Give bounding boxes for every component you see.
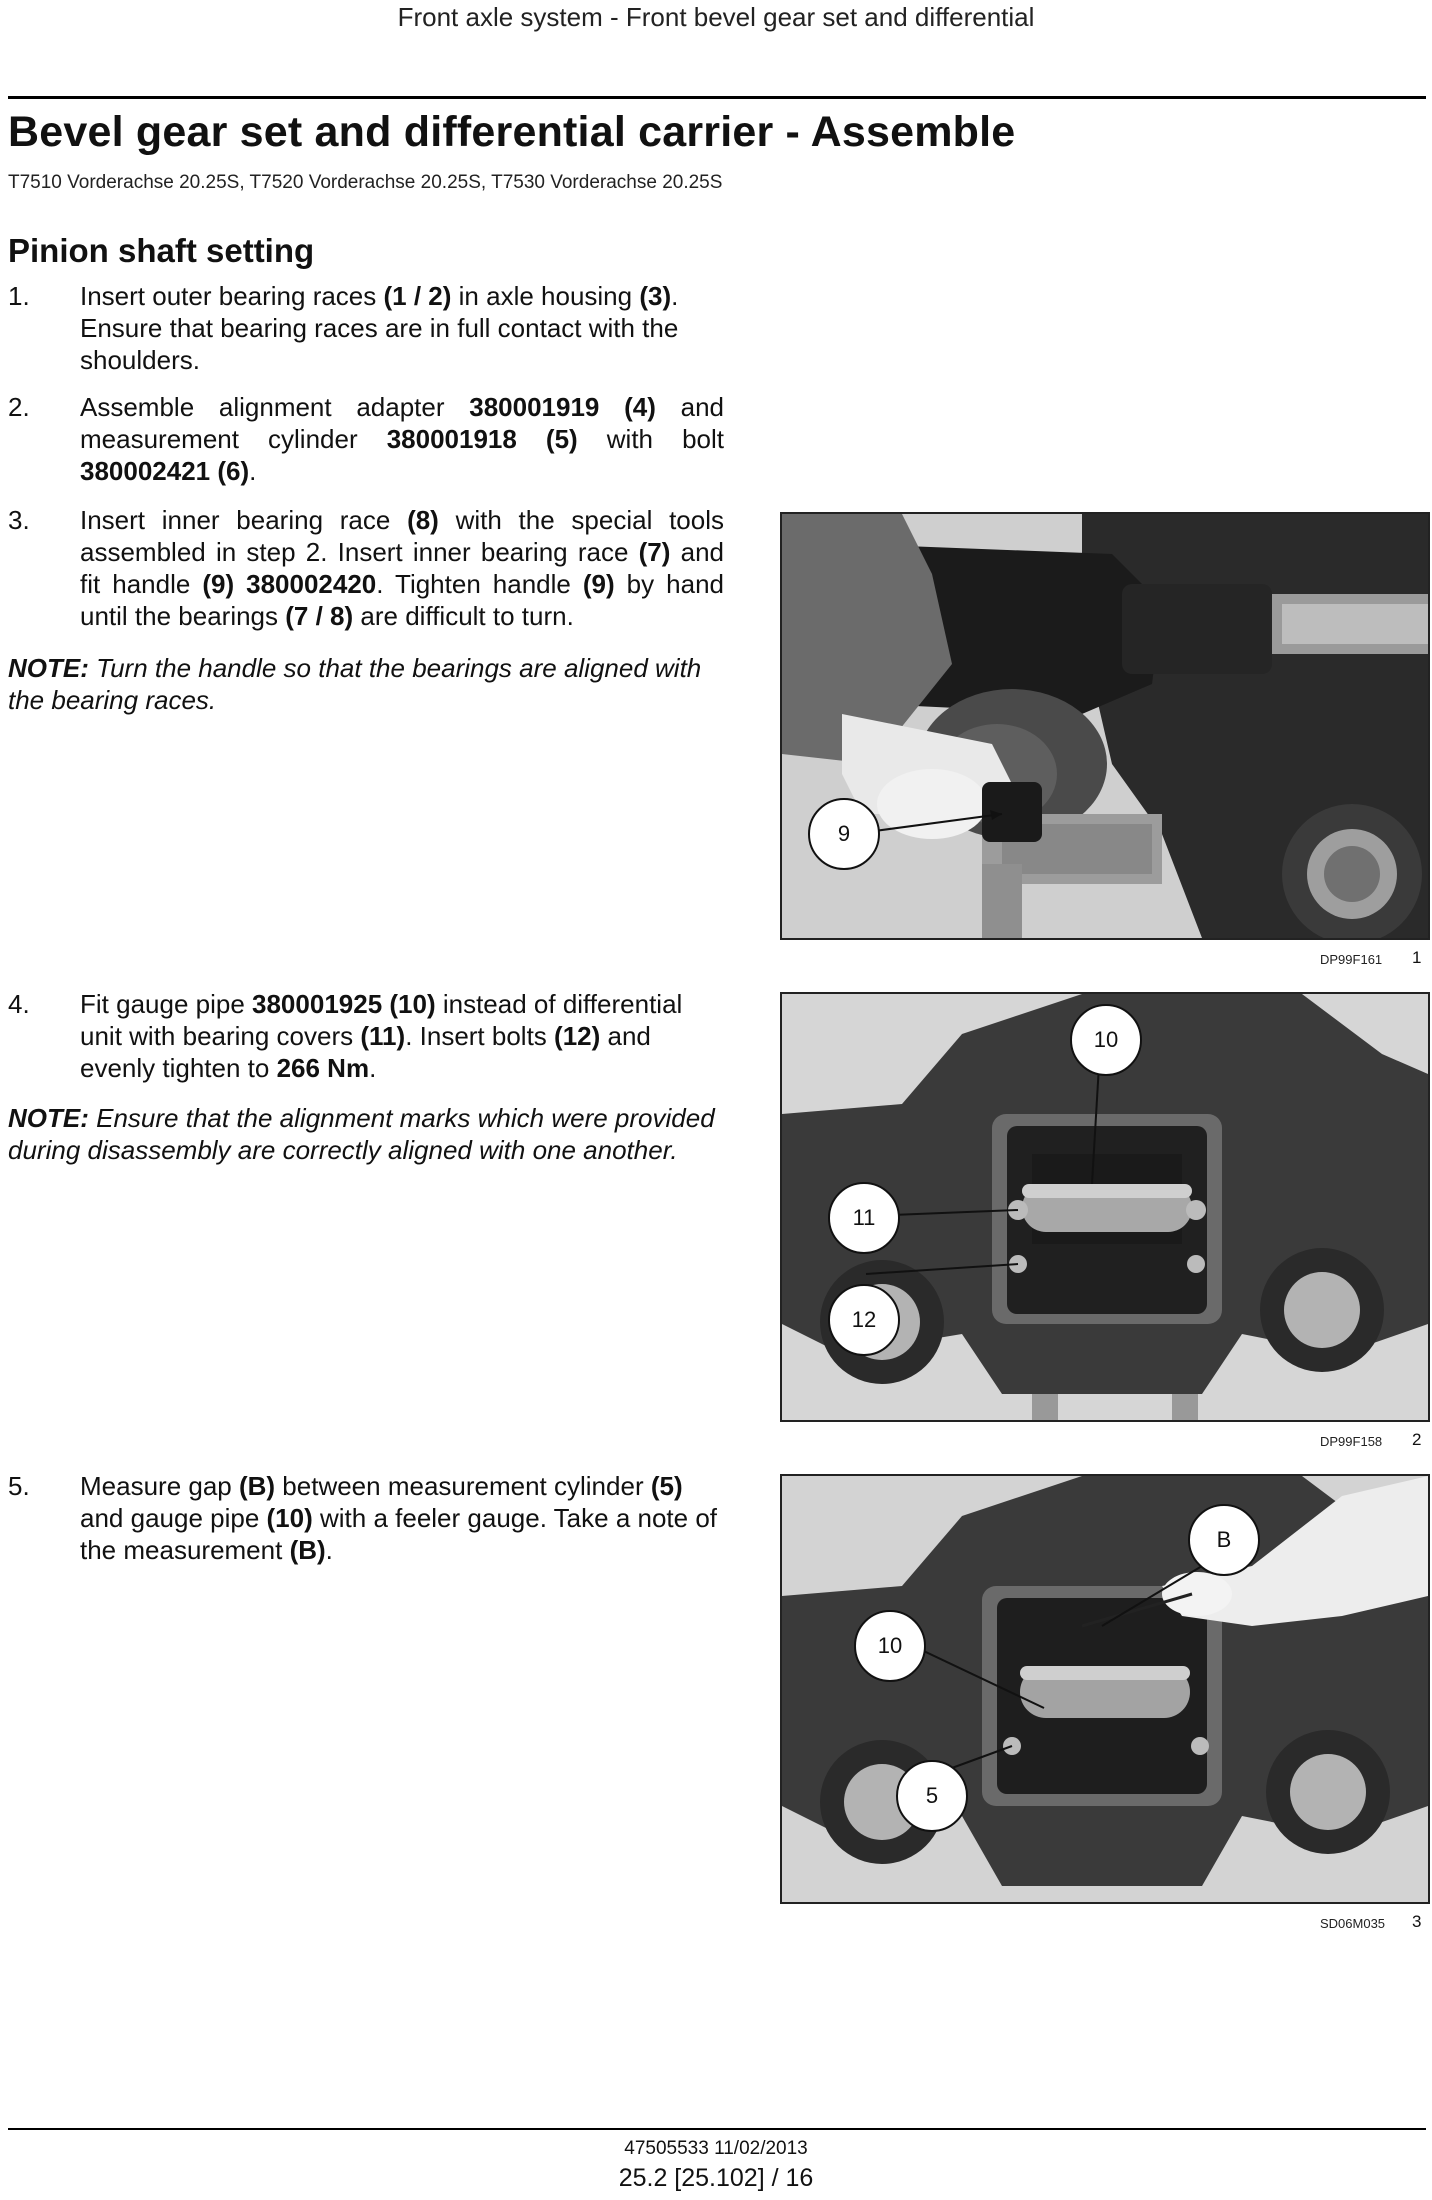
step-number: 3. [8,505,30,535]
step-number: 4. [8,989,30,1019]
text-run: are difficult to turn. [353,601,574,631]
text-run: . [369,1053,377,1083]
bold-reference: (3) [639,281,672,311]
callout-5: 5 [896,1760,968,1832]
text-run: between measurement cylinder [275,1471,651,1501]
page-title: Bevel gear set and differential carrier - Assemble [8,108,1016,156]
text-run: and gauge pipe [80,1503,267,1533]
bold-reference: (7 / 8) [285,601,354,631]
step-number: 2. [8,392,30,422]
bold-reference: (9) 380002420 [202,569,377,599]
step-text [80,391,724,487]
text-run: Measure gap [80,1471,239,1501]
bold-reference: (7) [638,537,671,567]
callout-9: 9 [808,798,880,870]
step-text [80,1470,724,1566]
note-1 [8,652,718,716]
running-header: Front axle system - Front bevel gear set and differential [397,2,1035,32]
note-label: NOTE: [8,653,89,683]
text-run: . Insert bolts [405,1021,555,1051]
text-run: in axle housing [451,281,640,311]
bold-reference: 380001925 (10) [252,989,436,1019]
text-run: Fit gauge pipe [80,989,253,1019]
callout-12: 12 [828,1284,900,1356]
section-title: Pinion shaft setting [8,232,315,269]
bold-reference: (1 / 2) [383,281,452,311]
text-run: . Ensure that bearing races are in full contact with the shoulders. [80,281,679,375]
bold-reference: 380001919 (4) [469,392,656,422]
text-run: Insert outer bearing races [80,281,384,311]
text-run: Insert inner bearing race [80,505,408,535]
note-label: NOTE: [8,1103,89,1133]
bold-reference: (8) [407,505,439,535]
callout-B: B [1188,1504,1260,1576]
note-text: Ensure that the alignment marks which were provided during disassembly are correctly aligned with one another. [8,1103,715,1165]
callout-11: 11 [828,1182,900,1254]
page-reference: 25.2 [25.102] / 16 [618,2164,814,2192]
figure-1-number: 1 [1412,948,1422,967]
figure-1-code: DP99F161 [1320,952,1383,967]
note-text: Turn the handle so that the bearings are aligned with the bearing races. [8,653,702,715]
step-number: 1. [8,281,30,311]
bold-reference: (B) [238,1471,276,1501]
step-number: 5. [8,1471,30,1501]
figure-1-photo [780,512,1430,940]
text-run: Assemble alignment adapter [80,392,470,422]
figure-2-code: DP99F158 [1320,1434,1383,1449]
document-reference: 47505533 11/02/2013 [624,2138,808,2159]
footer-rule [8,2128,1426,2130]
bold-reference: 380002421 (6) [80,456,250,486]
text-run: and measurement cylinder [80,392,724,454]
callout-10: 10 [854,1610,926,1682]
figure-2-number: 2 [1412,1430,1422,1449]
step-text [80,280,724,376]
bold-reference: (9) [582,569,615,599]
text-run: and fit handle [80,537,724,599]
text-run: . [325,1535,333,1565]
text-run: with bolt [577,424,725,454]
step-text [80,504,724,632]
figure-2-photo [780,992,1430,1422]
text-run: with a feeler gauge. Take a note of the measurement [80,1503,718,1565]
header-rule [8,96,1426,99]
bold-reference: (12) [554,1021,601,1051]
bold-reference: (11) [360,1021,406,1051]
text-run: . [249,456,257,486]
step-text [80,988,724,1084]
text-run: instead of differential unit with bearing covers [80,989,683,1051]
figure-3-code: SD06M035 [1320,1916,1386,1931]
bold-reference: (10) [266,1503,313,1533]
figure-3-photo [780,1474,1430,1904]
bold-reference: 266 Nm [276,1053,370,1083]
figure-3-illustration [782,1476,1428,1902]
figure-3-number: 3 [1412,1912,1422,1931]
callout-10: 10 [1070,1004,1142,1076]
text-run: . Tighten handle [376,569,583,599]
bold-reference: (B) [289,1535,326,1565]
bold-reference: 380001918 (5) [386,424,578,454]
note-2 [8,1102,718,1166]
text-run: by hand until the bearings [80,569,724,631]
model-applicability: T7510 Vorderachse 20.25S, T7520 Vorderachse 20.25S, T7530 Vorderachse 20.25S [8,172,723,193]
bold-reference: (5) [650,1471,683,1501]
text-run: with the special tools assembled in step 2. Insert inner bearing race [80,505,724,567]
text-run: and evenly tighten to [80,1021,651,1083]
figure-1-illustration [782,514,1428,938]
